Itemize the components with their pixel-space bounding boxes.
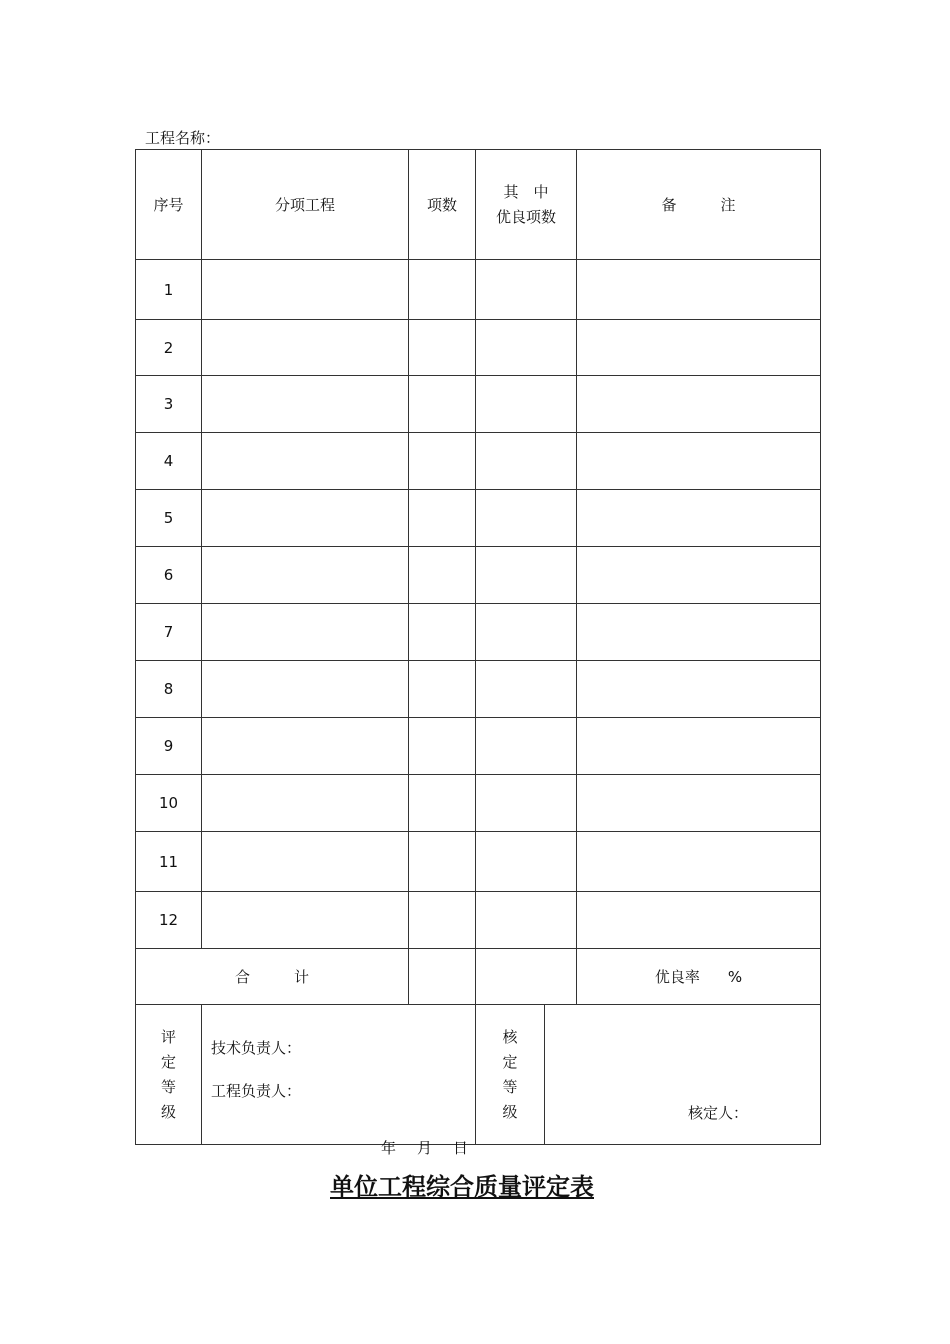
row-number: 11 [136, 832, 202, 892]
table-row [136, 433, 821, 490]
row-count-cell[interactable] [409, 832, 476, 892]
row-count-cell[interactable] [409, 775, 476, 832]
row-sub-project-cell[interactable] [202, 775, 409, 832]
row-note-cell[interactable] [577, 718, 821, 775]
row-number: 6 [136, 547, 202, 604]
date-day: 日 [453, 1139, 469, 1157]
eval-char: 等 [160, 1077, 176, 1096]
row-count-cell[interactable] [409, 433, 476, 490]
header-good-line2: 优良项数 [495, 207, 556, 226]
verify-char: 级 [502, 1102, 518, 1121]
row-count-cell[interactable] [409, 892, 476, 949]
excellence-rate-unit: % [727, 968, 743, 986]
table-row [136, 604, 821, 661]
total-label [136, 949, 409, 1005]
table-row [136, 547, 821, 604]
tech-lead-label: 技术负责人： [211, 1039, 302, 1057]
verify-char: 核 [502, 1027, 518, 1046]
row-sub-project-cell[interactable] [202, 718, 409, 775]
row-good-count-cell[interactable] [476, 320, 577, 376]
row-sub-project-cell[interactable] [202, 433, 409, 490]
row-good-count-cell[interactable] [476, 661, 577, 718]
eval-char: 定 [160, 1052, 176, 1071]
row-note-cell[interactable] [577, 260, 821, 320]
header-good-line1: 其 中 [503, 182, 549, 201]
table-row [136, 490, 821, 547]
date-month: 月 [417, 1139, 433, 1157]
row-sub-project-cell[interactable] [202, 490, 409, 547]
header-no: 序号 [136, 150, 202, 260]
verify-subtable [476, 1005, 820, 1144]
date-year: 年 [381, 1139, 397, 1157]
excellence-rate-label: 优良率 [654, 968, 700, 986]
row-note-cell[interactable] [577, 490, 821, 547]
header-note-b: 注 [720, 196, 736, 214]
total-row [136, 949, 821, 1005]
row-note-cell[interactable] [577, 604, 821, 661]
row-good-count-cell[interactable] [476, 892, 577, 949]
row-note-cell[interactable] [577, 775, 821, 832]
row-number: 1 [136, 260, 202, 320]
row-sub-project-cell[interactable] [202, 661, 409, 718]
row-sub-project-cell[interactable] [202, 892, 409, 949]
row-good-count-cell[interactable] [476, 490, 577, 547]
verifier-label: 核定人： [688, 1104, 749, 1122]
rating-row [136, 1005, 821, 1145]
row-note-cell[interactable] [577, 661, 821, 718]
row-note-cell[interactable] [577, 433, 821, 490]
eval-char: 评 [160, 1027, 176, 1046]
verify-cell [476, 1005, 821, 1145]
verifier-cell[interactable] [545, 1005, 821, 1144]
row-count-cell[interactable] [409, 547, 476, 604]
page-title: 单位工程综合质量评定表 [330, 1172, 594, 1201]
table-row [136, 892, 821, 949]
row-note-cell[interactable] [577, 320, 821, 376]
row-sub-project-cell[interactable] [202, 376, 409, 433]
row-good-count-cell[interactable] [476, 433, 577, 490]
verify-grade-label [476, 1005, 545, 1144]
row-sub-project-cell[interactable] [202, 547, 409, 604]
table-header-row [136, 150, 821, 260]
verify-char: 等 [502, 1077, 518, 1096]
row-number: 7 [136, 604, 202, 661]
header-note-a: 备 [661, 196, 677, 214]
table-row [136, 320, 821, 376]
row-number: 3 [136, 376, 202, 433]
responsible-persons-cell[interactable] [202, 1005, 476, 1145]
row-count-cell[interactable] [409, 604, 476, 661]
header-note [577, 150, 821, 260]
row-good-count-cell[interactable] [476, 832, 577, 892]
table-row [136, 376, 821, 433]
excellence-rate-cell[interactable] [577, 949, 821, 1005]
row-count-cell[interactable] [409, 490, 476, 547]
row-number: 9 [136, 718, 202, 775]
row-good-count-cell[interactable] [476, 718, 577, 775]
date-line [381, 1137, 468, 1158]
row-number: 5 [136, 490, 202, 547]
row-sub-project-cell[interactable] [202, 832, 409, 892]
total-count-cell[interactable] [409, 949, 476, 1005]
eval-char: 级 [160, 1102, 176, 1121]
row-number: 12 [136, 892, 202, 949]
verify-char: 定 [502, 1052, 518, 1071]
table-row [136, 775, 821, 832]
table-row [136, 718, 821, 775]
row-good-count-cell[interactable] [476, 604, 577, 661]
row-note-cell[interactable] [577, 892, 821, 949]
eng-lead-label: 工程负责人： [211, 1082, 302, 1100]
row-count-cell[interactable] [409, 661, 476, 718]
row-number: 4 [136, 433, 202, 490]
row-good-count-cell[interactable] [476, 260, 577, 320]
table-row [136, 832, 821, 892]
eval-grade-label [136, 1005, 202, 1145]
row-good-count-cell[interactable] [476, 775, 577, 832]
project-name-label: 工程名称： [145, 129, 221, 147]
row-number: 8 [136, 661, 202, 718]
row-note-cell[interactable] [577, 376, 821, 433]
row-count-cell[interactable] [409, 718, 476, 775]
row-number: 2 [136, 320, 202, 376]
table-row [136, 260, 821, 320]
row-good-count-cell[interactable] [476, 547, 577, 604]
row-count-cell[interactable] [409, 320, 476, 376]
row-note-cell[interactable] [577, 547, 821, 604]
row-count-cell[interactable] [409, 376, 476, 433]
total-good-cell[interactable] [476, 949, 577, 1005]
header-sub-project: 分项工程 [202, 150, 409, 260]
quality-evaluation-table [135, 149, 821, 1145]
header-count: 项数 [409, 150, 476, 260]
total-label-b: 计 [294, 968, 310, 986]
row-sub-project-cell[interactable] [202, 260, 409, 320]
header-good-count [476, 150, 577, 260]
total-label-a: 合 [234, 968, 250, 986]
row-number: 10 [136, 775, 202, 832]
row-count-cell[interactable] [409, 260, 476, 320]
row-note-cell[interactable] [577, 832, 821, 892]
row-sub-project-cell[interactable] [202, 604, 409, 661]
row-sub-project-cell[interactable] [202, 320, 409, 376]
table-row [136, 661, 821, 718]
row-good-count-cell[interactable] [476, 376, 577, 433]
